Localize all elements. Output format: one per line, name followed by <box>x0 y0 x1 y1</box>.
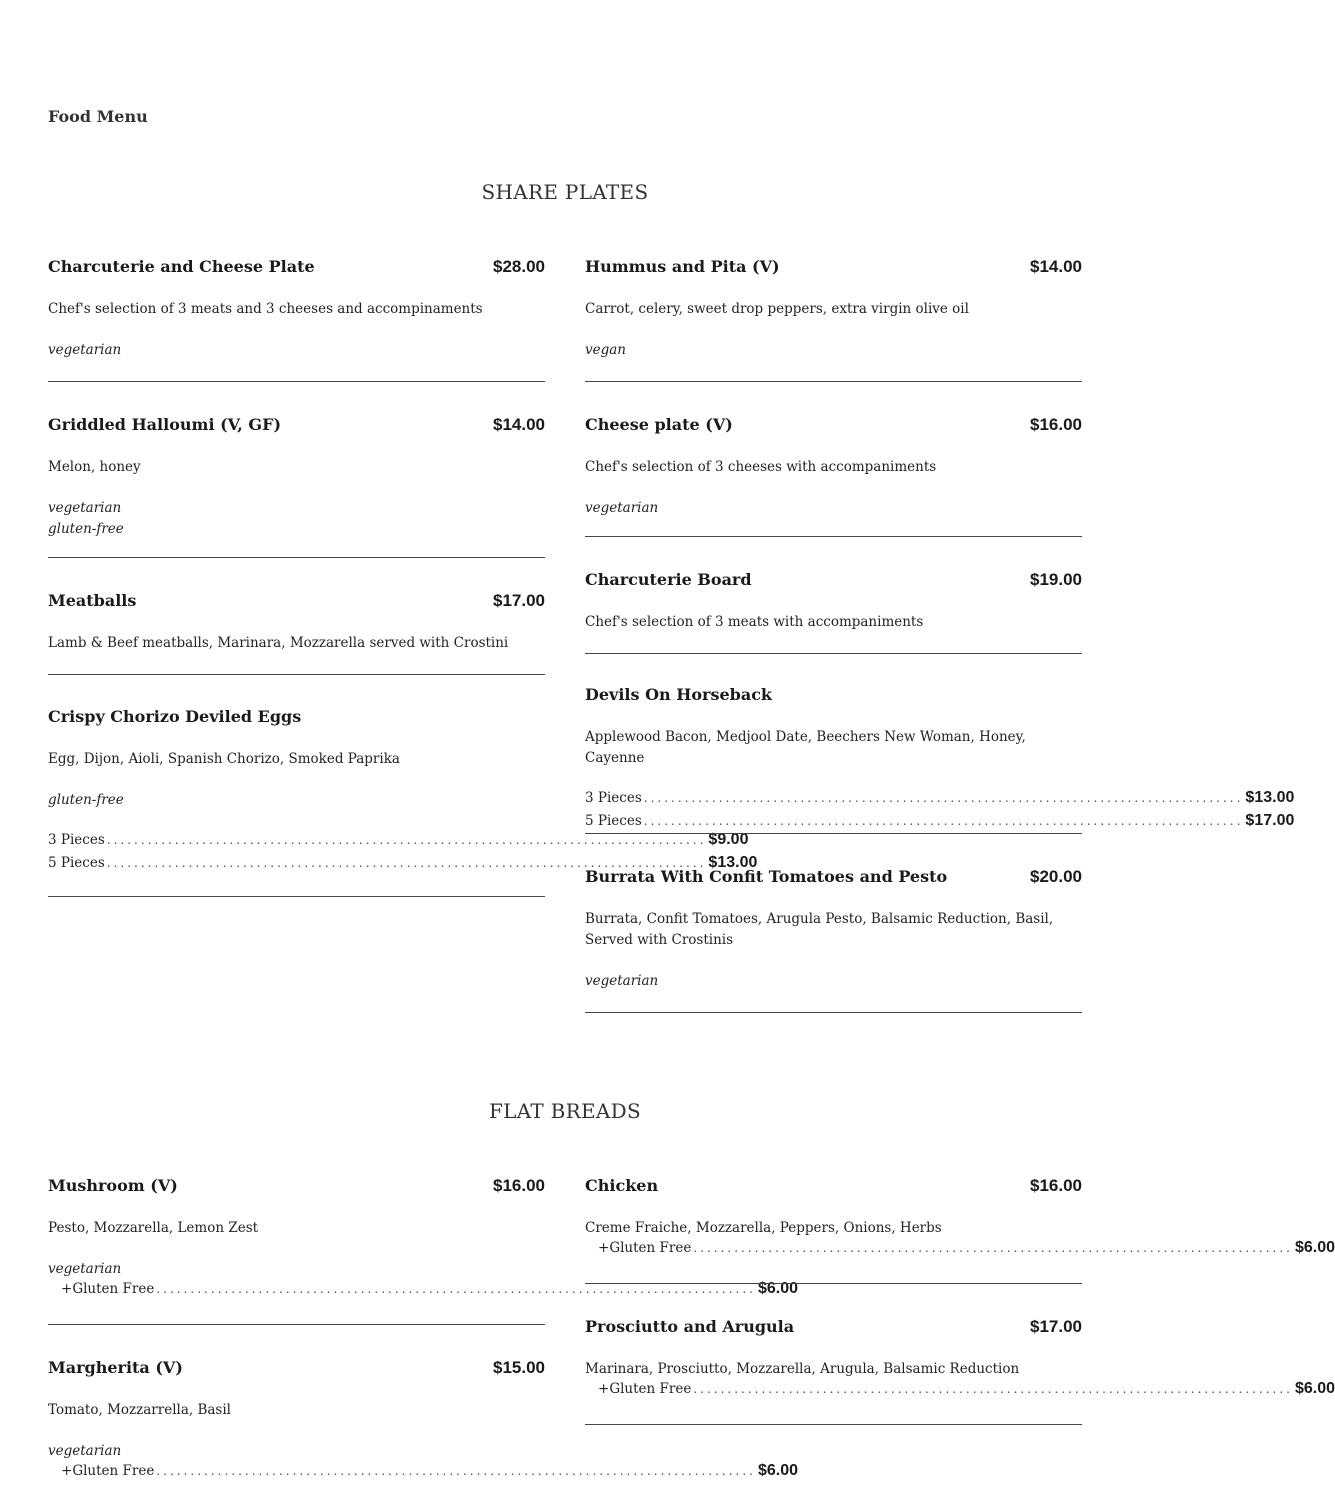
item-tags <box>585 971 1082 992</box>
addon-gluten-free[interactable] <box>48 1462 799 1485</box>
item-name: Hummus and Pita (V) <box>585 257 780 276</box>
dietary-tag: vegetarian <box>585 973 659 989</box>
dot-leader: ........................................................................................ <box>693 1241 1293 1255</box>
item-name: Chicken <box>585 1176 659 1195</box>
item-description: Creme Fraiche, Mozzarella, Peppers, Onions, Herbs <box>585 1220 942 1236</box>
item-tags <box>48 1259 545 1280</box>
option-price: $13.00 <box>1245 789 1295 806</box>
addon-gluten-free[interactable] <box>48 1280 799 1303</box>
dot-leader: ........................................................................................ <box>156 1464 756 1478</box>
option-price: $17.00 <box>1245 812 1295 829</box>
section-heading-flat-breads: FLAT BREADS <box>488 1099 642 1123</box>
item-price: $16.00 <box>1030 415 1082 434</box>
size-option-row[interactable] <box>48 854 758 877</box>
item-price: $14.00 <box>1030 257 1082 276</box>
option-label: 5 Pieces <box>585 813 642 829</box>
menu-item-cheese-plate[interactable] <box>585 415 1082 537</box>
menu-item-margherita-flatbread[interactable] <box>48 1358 799 1506</box>
item-price: $17.00 <box>1030 1317 1082 1336</box>
addon-price: $6.00 <box>1294 1239 1335 1256</box>
item-tags <box>48 498 545 540</box>
addon-price: $6.00 <box>757 1280 799 1297</box>
item-tags <box>48 790 545 811</box>
dot-leader: ........................................................................................ <box>156 1282 756 1296</box>
item-price: $17.00 <box>493 591 545 610</box>
size-option-row[interactable] <box>48 831 749 854</box>
menu-item-meatballs[interactable] <box>48 591 545 675</box>
item-tags <box>585 340 1082 361</box>
dietary-tag: gluten-free <box>48 521 124 537</box>
item-price: $28.00 <box>493 257 545 276</box>
item-description: Egg, Dijon, Aioli, Spanish Chorizo, Smoked Paprika <box>48 751 400 767</box>
item-name: Devils On Horseback <box>585 685 773 704</box>
flat-breads-right-column <box>585 1176 1335 1425</box>
item-description: Chef's selection of 3 meats and 3 cheeses and accompinaments <box>48 301 483 317</box>
plus-icon: + <box>61 1463 73 1479</box>
item-description: Burrata, Confit Tomatoes, Arugula Pesto, Balsamic Reduction, Basil, Served with Crostinis <box>585 911 1054 948</box>
item-name: Prosciutto and Arugula <box>585 1317 795 1336</box>
option-price: $13.00 <box>708 854 758 871</box>
dietary-tag: vegetarian <box>48 500 122 516</box>
addon-label: Gluten Free <box>72 1281 155 1297</box>
item-description: Lamb & Beef meatballs, Marinara, Mozzarella served with Crostini <box>48 635 509 651</box>
item-name: Cheese plate (V) <box>585 415 733 434</box>
item-description: Marinara, Prosciutto, Mozzarella, Arugula, Balsamic Reduction <box>585 1361 1020 1377</box>
size-options <box>585 789 1295 835</box>
section-heading-share-plates: SHARE PLATES <box>481 180 649 204</box>
addon-label: Gluten Free <box>609 1240 692 1256</box>
item-tags <box>585 498 1082 519</box>
plus-icon: + <box>61 1281 73 1297</box>
item-name: Charcuterie and Cheese Plate <box>48 257 315 276</box>
dot-leader: ........................................................................................ <box>643 791 1244 805</box>
item-description: Tomato, Mozzarrella, Basil <box>48 1402 231 1418</box>
addon-price: $6.00 <box>1294 1380 1335 1397</box>
item-name: Griddled Halloumi (V, GF) <box>48 415 282 434</box>
option-price: $9.00 <box>708 831 749 848</box>
menu-item-devils-on-horseback[interactable] <box>585 685 1295 834</box>
item-description: Chef's selection of 3 meats with accompaniments <box>585 614 924 630</box>
addon-gluten-free[interactable] <box>585 1380 1335 1403</box>
plus-icon: + <box>598 1240 610 1256</box>
size-options <box>48 831 758 877</box>
item-name: Margherita (V) <box>48 1358 183 1377</box>
option-label: 3 Pieces <box>585 790 642 806</box>
item-tags <box>48 1441 545 1462</box>
menu-item-chicken-flatbread[interactable] <box>585 1176 1335 1284</box>
item-price: $15.00 <box>493 1358 545 1377</box>
item-name: Burrata With Confit Tomatoes and Pesto <box>585 867 948 886</box>
item-description: Applewood Bacon, Medjool Date, Beechers New Woman, Honey, Cayenne <box>585 729 1026 766</box>
dot-leader: ........................................................................................ <box>693 1382 1293 1396</box>
item-description: Melon, honey <box>48 459 141 475</box>
item-price: $16.00 <box>1030 1176 1082 1195</box>
item-description: Pesto, Mozzarella, Lemon Zest <box>48 1220 259 1236</box>
item-tags <box>48 340 545 361</box>
addon-label: Gluten Free <box>609 1381 692 1397</box>
item-price: $14.00 <box>493 415 545 434</box>
item-description: Chef's selection of 3 cheeses with accompaniments <box>585 459 937 475</box>
size-option-row[interactable] <box>585 789 1295 812</box>
item-name: Mushroom (V) <box>48 1176 178 1195</box>
addon-gluten-free[interactable] <box>585 1239 1335 1262</box>
dietary-tag: vegetarian <box>48 342 122 358</box>
menu-item-charcuterie-board[interactable] <box>585 570 1082 654</box>
dot-leader: ........................................................................................ <box>643 814 1244 828</box>
addon-label: Gluten Free <box>72 1463 155 1479</box>
addon-price: $6.00 <box>757 1462 799 1479</box>
share-plates-right-column <box>585 257 1295 1013</box>
dietary-tag: vegetarian <box>585 500 659 516</box>
dot-leader: ........................................................................................ <box>106 833 707 847</box>
menu-item-prosciutto-arugula-flatbread[interactable] <box>585 1317 1335 1425</box>
item-name: Crispy Chorizo Deviled Eggs <box>48 707 302 726</box>
menu-item-burrata[interactable] <box>585 867 1082 1013</box>
menu-item-griddled-halloumi[interactable] <box>48 415 545 558</box>
option-label: 5 Pieces <box>48 855 105 871</box>
item-price: $19.00 <box>1030 570 1082 589</box>
dietary-tag: vegan <box>585 342 627 358</box>
size-option-row[interactable] <box>585 812 1295 835</box>
item-name: Charcuterie Board <box>585 570 752 589</box>
item-price: $16.00 <box>493 1176 545 1195</box>
option-label: 3 Pieces <box>48 832 105 848</box>
item-description: Carrot, celery, sweet drop peppers, extra virgin olive oil <box>585 301 969 317</box>
dot-leader: ........................................................................................ <box>106 856 707 870</box>
item-name: Meatballs <box>48 591 137 610</box>
dietary-tag: gluten-free <box>48 792 124 808</box>
menu-item-charcuterie-cheese-plate[interactable] <box>48 257 545 382</box>
plus-icon: + <box>598 1381 610 1397</box>
dietary-tag: vegetarian <box>48 1261 122 1277</box>
item-price: $20.00 <box>1030 867 1082 886</box>
dietary-tag: vegetarian <box>48 1443 122 1459</box>
page-title: Food Menu <box>48 107 148 126</box>
menu-item-hummus-pita[interactable] <box>585 257 1082 382</box>
menu-item-crispy-chorizo-deviled-eggs[interactable] <box>48 707 758 897</box>
